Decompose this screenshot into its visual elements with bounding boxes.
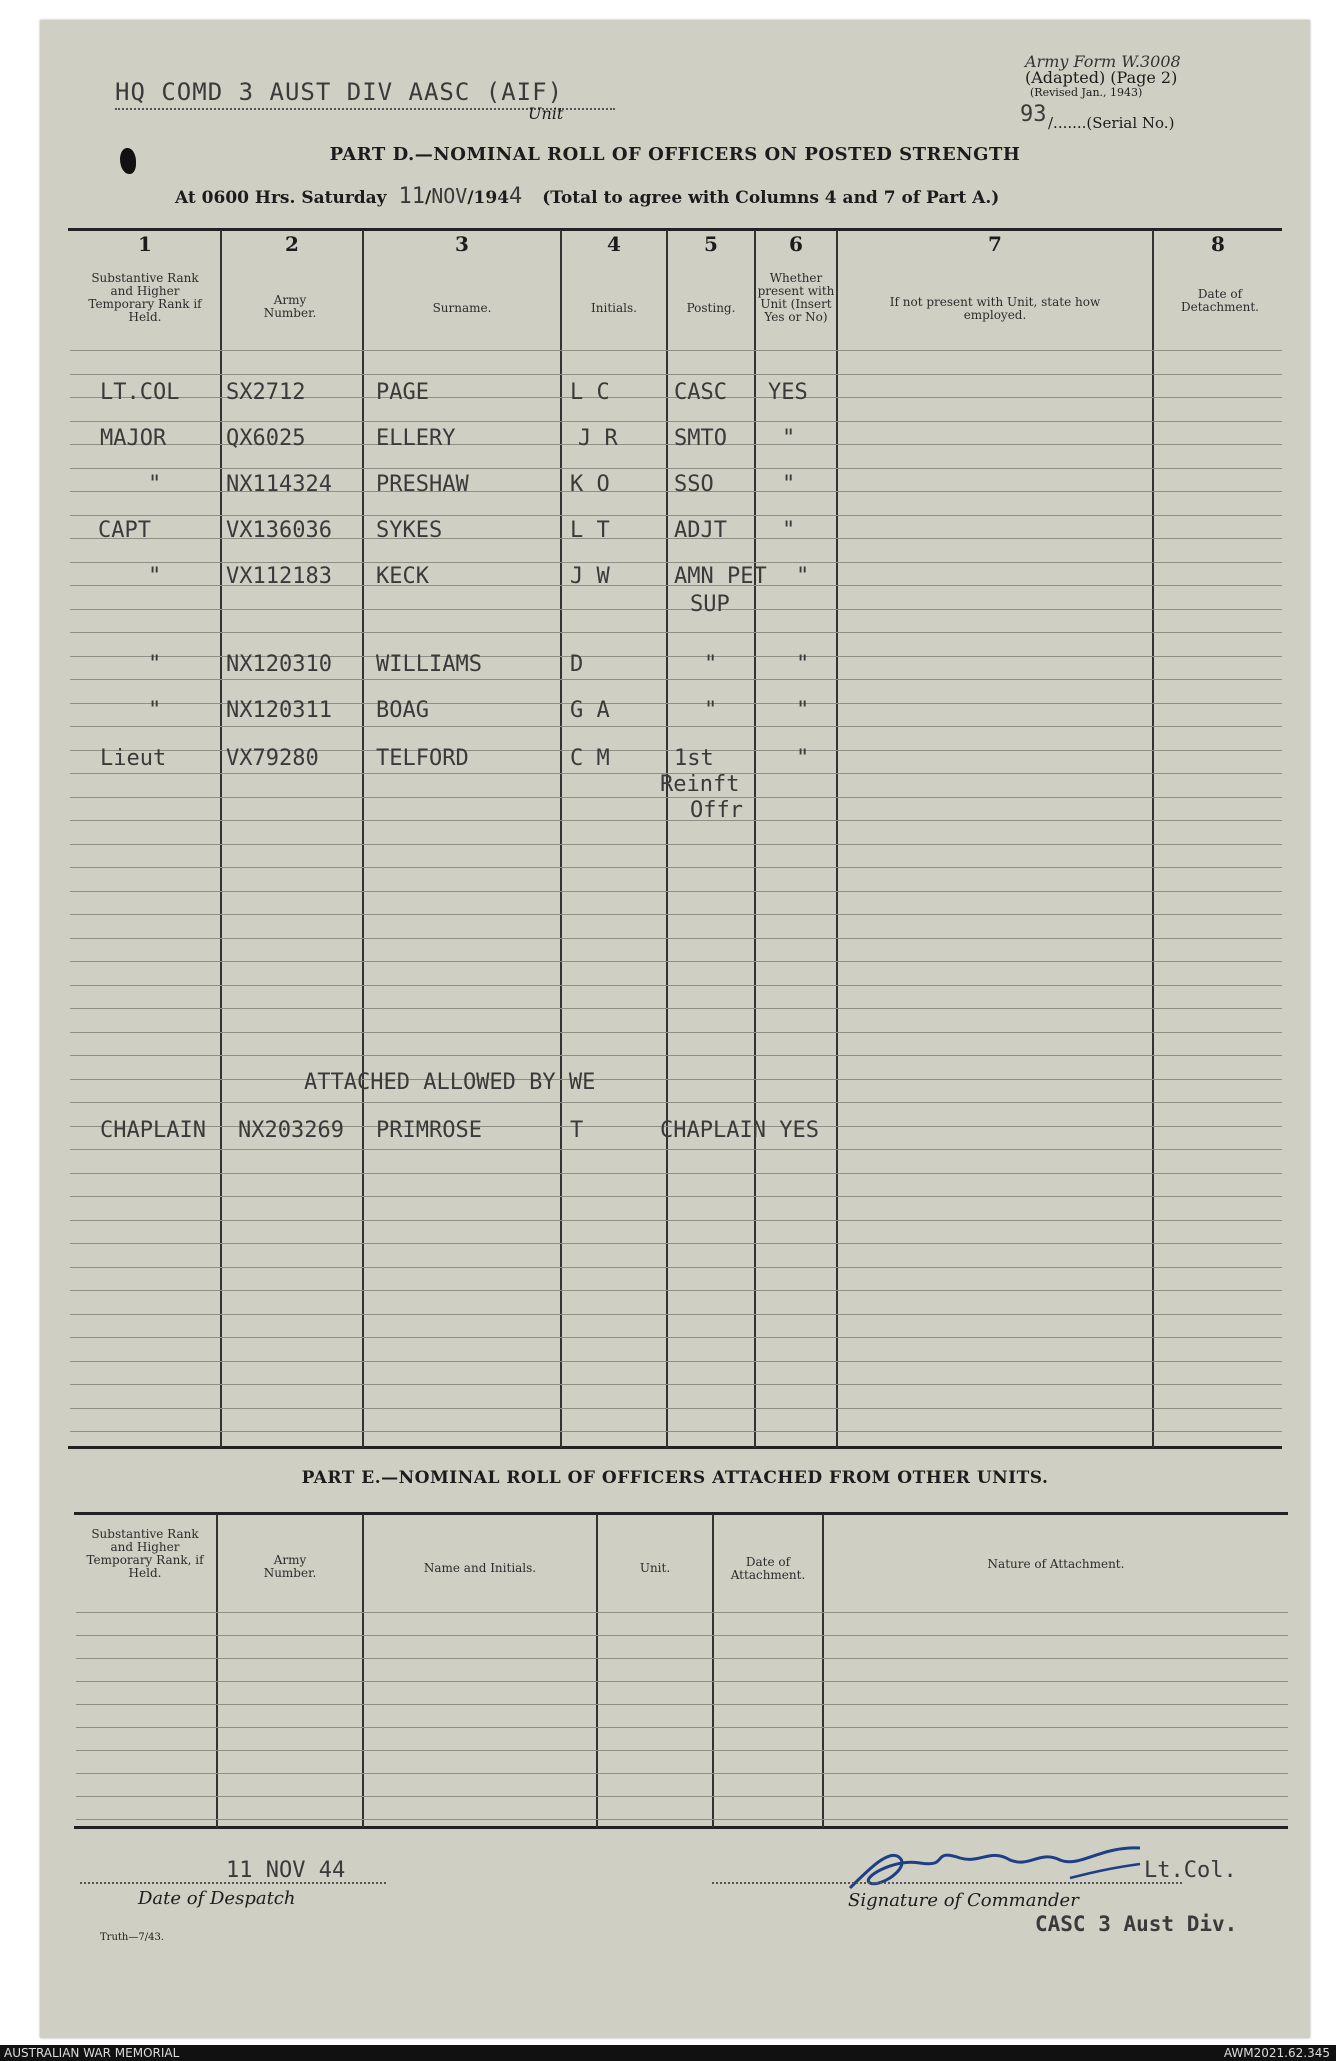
row-present: "	[782, 426, 796, 451]
row-number: SX2712	[226, 380, 306, 405]
col-divider-7	[1152, 230, 1154, 1448]
attached-note: ATTACHED ALLOWED BY WE	[304, 1070, 596, 1095]
ruled-line	[76, 1773, 1288, 1774]
col-number-6: 6	[789, 232, 803, 256]
archive-strip	[0, 2045, 1336, 2061]
ruled-line	[70, 609, 1282, 610]
row-present: YES	[768, 380, 808, 405]
e-header-date: Date of Attachment.	[730, 1555, 806, 1582]
row-posting: AMN PET	[674, 564, 767, 589]
ruled-line	[70, 679, 1282, 680]
e-col-divider-1	[216, 1514, 218, 1828]
row-posting-line2: Reinft	[660, 772, 740, 797]
ruled-line	[70, 1149, 1282, 1150]
row-surname: PRESHAW	[376, 472, 469, 497]
ruled-line	[70, 515, 1282, 516]
commander-rank: Lt.Col.	[1144, 1858, 1237, 1883]
ruled-line	[70, 632, 1282, 633]
ruled-line	[76, 1727, 1288, 1728]
row-present: "	[796, 746, 810, 771]
ruled-line	[70, 1337, 1282, 1338]
ruled-line	[76, 1681, 1288, 1682]
archive-name: AUSTRALIAN WAR MEMORIAL	[4, 2046, 180, 2060]
ruled-line	[70, 1290, 1282, 1291]
col-number-1: 1	[138, 232, 152, 256]
form-number: Army Form W.3008	[1025, 52, 1181, 71]
despatch-label: Date of Despatch	[138, 1888, 296, 1909]
part-d-title: PART D.—NOMINAL ROLL OF OFFICERS ON POSTED STRENGTH	[329, 144, 1021, 165]
date-prefix: At 0600 Hrs. Saturday	[175, 188, 387, 208]
row-initials: L T	[570, 518, 610, 543]
chaplain-rank: CHAPLAIN	[100, 1118, 206, 1143]
col-header-present: Whether present with Unit (Insert Yes or No)	[757, 271, 835, 324]
row-initials: C M	[570, 746, 610, 771]
ruled-line	[70, 1102, 1282, 1103]
ruled-line	[70, 891, 1282, 892]
col-header-rank: Substantive Rank and Higher Temporary Rank if Held.	[88, 271, 202, 324]
ruled-line	[76, 1704, 1288, 1705]
e-header-name: Name and Initials.	[423, 1561, 537, 1575]
ruled-line	[70, 914, 1282, 915]
form-page	[40, 20, 1310, 2038]
ruled-line	[70, 1431, 1282, 1432]
col-header-initials: Initials.	[591, 301, 637, 315]
date-month: NOV	[431, 184, 468, 208]
ruled-line	[70, 1267, 1282, 1268]
ruled-line	[70, 1079, 1282, 1080]
e-header-nature: Nature of Attachment.	[987, 1557, 1125, 1571]
row-posting-line2: SUP	[690, 592, 730, 617]
chaplain-number: NX203269	[238, 1118, 344, 1143]
date-day: 11	[398, 184, 425, 209]
ruled-line	[76, 1658, 1288, 1659]
ruled-line	[70, 1032, 1282, 1033]
row-initials: L C	[570, 380, 610, 405]
col-header-posting: Posting.	[686, 301, 736, 315]
ruled-line	[70, 562, 1282, 563]
col-divider-2	[362, 230, 364, 1448]
row-number: QX6025	[226, 426, 306, 451]
printer-imprint: Truth—7/43.	[100, 1932, 164, 1943]
serial-value: 93	[1020, 102, 1047, 127]
ruled-line	[76, 1612, 1288, 1613]
row-number: NX114324	[226, 472, 332, 497]
ruled-line	[70, 374, 1282, 375]
row-rank: LT.COL	[100, 380, 180, 405]
row-rank: "	[148, 472, 162, 497]
row-present: "	[782, 472, 796, 497]
ruled-line	[70, 938, 1282, 939]
ruled-line	[70, 961, 1282, 962]
e-header-army-number: Army Number.	[263, 1553, 317, 1580]
row-present: "	[796, 652, 810, 677]
ruled-line	[76, 1796, 1288, 1797]
form-revised: (Revised Jan., 1943)	[1030, 86, 1143, 99]
col-header-employed: If not present with Unit, state how employed.	[889, 295, 1101, 322]
col-header-surname: Surname.	[432, 301, 492, 315]
despatch-value: 11 NOV 44	[226, 1858, 346, 1883]
part-d-bottom-border	[68, 1446, 1282, 1449]
row-surname: TELFORD	[376, 746, 469, 771]
row-rank: Lieut	[100, 746, 167, 771]
row-posting: SMTO	[674, 426, 727, 451]
ruled-line	[70, 1361, 1282, 1362]
col-header-army-number: Army Number.	[263, 293, 317, 320]
col-number-5: 5	[704, 232, 718, 256]
ruled-line	[76, 1819, 1288, 1820]
signature-underline	[712, 1882, 1182, 1884]
unit-value: HQ COMD 3 AUST DIV AASC (AIF)	[115, 78, 564, 106]
row-posting-line3: Offr	[690, 798, 743, 823]
row-number: NX120310	[226, 652, 332, 677]
despatch-underline	[80, 1882, 386, 1884]
unit-label: Unit	[528, 104, 564, 123]
ruled-line	[70, 844, 1282, 845]
ruled-line	[70, 350, 1282, 351]
part-e-top-border	[74, 1512, 1288, 1515]
row-rank: MAJOR	[100, 426, 167, 451]
row-posting: SSO	[674, 472, 714, 497]
row-initials: K O	[570, 472, 610, 497]
col-number-4: 4	[607, 232, 621, 256]
row-rank: "	[148, 652, 162, 677]
date-suffix: (Total to agree with Columns 4 and 7 of Part A.)	[542, 188, 1000, 208]
row-surname: SYKES	[376, 518, 443, 543]
row-present: "	[796, 698, 810, 723]
ruled-line	[70, 726, 1282, 727]
commander-unit: CASC 3 Aust Div.	[1035, 1912, 1238, 1936]
ruled-line	[70, 421, 1282, 422]
serial-label: /.......(Serial No.)	[1048, 114, 1175, 132]
ruled-line	[70, 1384, 1282, 1385]
col-number-7: 7	[988, 232, 1002, 256]
col-number-3: 3	[455, 232, 469, 256]
ruled-line	[70, 1055, 1282, 1056]
col-divider-6	[836, 230, 838, 1448]
row-present: "	[796, 564, 810, 589]
row-posting: CASC	[674, 380, 727, 405]
row-number: VX112183	[226, 564, 332, 589]
col-number-8: 8	[1211, 232, 1225, 256]
date-year-prefix: 194	[473, 188, 510, 208]
archive-id: AWM2021.62.345	[1223, 2046, 1330, 2060]
part-e-title: PART E.—NOMINAL ROLL OF OFFICERS ATTACHED FROM OTHER UNITS.	[301, 1468, 1049, 1488]
row-surname: WILLIAMS	[376, 652, 482, 677]
commander-label: Signature of Commander	[848, 1890, 1079, 1911]
row-number: VX136036	[226, 518, 332, 543]
e-header-unit: Unit.	[639, 1561, 671, 1575]
row-surname: ELLERY	[376, 426, 456, 451]
date-year-suffix: 4	[509, 184, 523, 209]
chaplain-posting: CHAPLAIN YES	[660, 1118, 819, 1143]
row-number: NX120311	[226, 698, 332, 723]
ruled-line	[70, 985, 1282, 986]
ruled-line	[70, 468, 1282, 469]
chaplain-initials: T	[570, 1118, 584, 1143]
ruled-line	[70, 1196, 1282, 1197]
ruled-line	[70, 867, 1282, 868]
row-rank: CAPT	[98, 518, 151, 543]
e-header-rank: Substantive Rank and Higher Temporary Rank, if Held.	[86, 1527, 204, 1580]
col-divider-3	[560, 230, 562, 1448]
ruled-line	[70, 1173, 1282, 1174]
row-present: "	[782, 518, 796, 543]
ruled-line	[70, 820, 1282, 821]
chaplain-surname: PRIMROSE	[376, 1118, 482, 1143]
col-header-detachment: Date of Detachment.	[1181, 287, 1259, 314]
row-initials: G A	[570, 698, 610, 723]
row-number: VX79280	[226, 746, 319, 771]
date-line: At 0600 Hrs. Saturday 11/NOV/1944 (Total to agree with Columns 4 and 7 of Part A.)	[175, 184, 1000, 209]
col-number-2: 2	[285, 232, 299, 256]
row-initials: J W	[570, 564, 610, 589]
row-initials: J R	[578, 426, 618, 451]
form-adapted: (Adapted) (Page 2)	[1025, 68, 1178, 87]
row-posting: ADJT	[674, 518, 727, 543]
row-rank: "	[148, 698, 162, 723]
col-divider-5	[754, 230, 756, 1448]
row-rank: "	[148, 564, 162, 589]
row-initials: D	[570, 652, 584, 677]
row-posting: 1st	[674, 746, 714, 771]
col-divider-1	[220, 230, 222, 1448]
ruled-line	[76, 1635, 1288, 1636]
row-posting: "	[704, 652, 718, 677]
part-d-top-border	[68, 228, 1282, 231]
ruled-line	[70, 1220, 1282, 1221]
row-surname: PAGE	[376, 380, 429, 405]
ruled-line	[70, 1408, 1282, 1409]
col-divider-4	[666, 230, 668, 1448]
row-surname: KECK	[376, 564, 429, 589]
ruled-line	[70, 1314, 1282, 1315]
ruled-line	[70, 1008, 1282, 1009]
row-surname: BOAG	[376, 698, 429, 723]
row-posting: "	[704, 698, 718, 723]
ruled-line	[76, 1750, 1288, 1751]
ruled-line	[70, 1243, 1282, 1244]
